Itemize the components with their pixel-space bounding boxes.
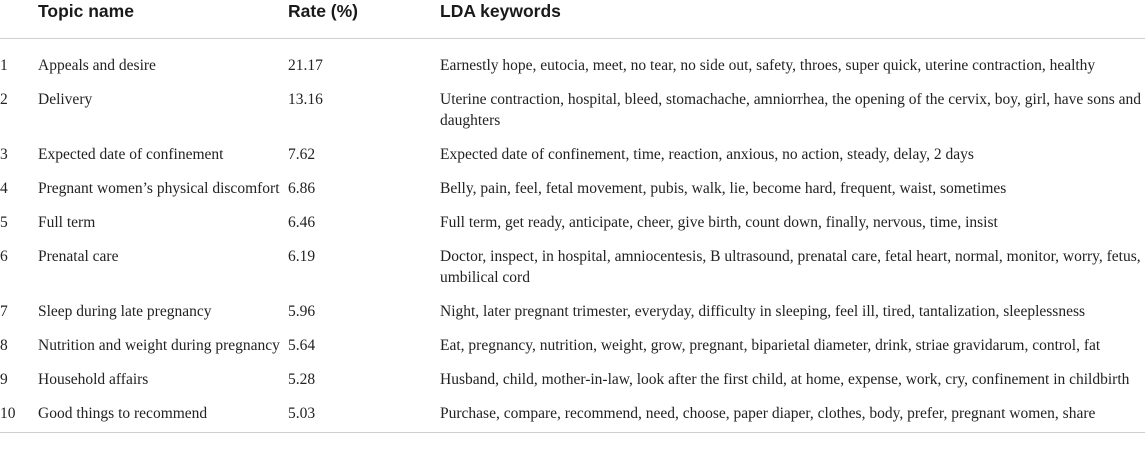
topic-name-cell: Household affairs [38, 371, 149, 388]
keywords-cell: Doctor, inspect, in hospital, amniocentesis, B ultrasound, prenatal care, fetal heart, normal, monitor, worry, fetus, umbilical cord [440, 248, 1141, 286]
table-row [0, 327, 1145, 361]
rate-cell: 5.64 [288, 337, 316, 354]
table-row [0, 136, 1145, 170]
topic-name-cell: Prenatal care [38, 248, 119, 265]
topic-name-cell: Appeals and desire [38, 57, 156, 74]
keywords-cell: Expected date of confinement, time, reaction, anxious, no action, steady, delay, 2 days [440, 146, 974, 163]
row-index: 7 [0, 303, 8, 320]
topic-name-cell: Delivery [38, 91, 93, 108]
keywords-cell: Belly, pain, feel, fetal movement, pubis, walk, lie, become hard, frequent, waist, sometimes [440, 180, 1007, 197]
table-row [0, 39, 1145, 82]
rate-cell: 7.62 [288, 146, 316, 163]
row-index: 4 [0, 180, 8, 197]
rate-cell: 5.03 [288, 395, 440, 433]
topic-name-cell: Good things to recommend [38, 395, 288, 433]
rate-cell: 13.16 [288, 91, 323, 108]
topic-name-cell: Pregnant women’s physical discomfort [38, 180, 280, 197]
table-row [0, 395, 1145, 433]
keywords-cell: Earnestly hope, eutocia, meet, no tear, no side out, safety, throes, super quick, uterine contraction, healthy [440, 57, 1096, 74]
header-lda-keywords: LDA keywords [440, 0, 1145, 39]
rate-cell: 6.86 [288, 180, 316, 197]
table-header [0, 0, 1145, 39]
header-row [0, 0, 1145, 39]
topic-name-cell: Nutrition and weight during pregnancy [38, 337, 280, 354]
rate-cell: 5.28 [288, 371, 316, 388]
table-row [0, 81, 1145, 136]
keywords-cell: Uterine contraction, hospital, bleed, stomachache, amniorrhea, the opening of the cervix, boy, girl, have sons and daughters [440, 91, 1142, 129]
keywords-cell: Full term, get ready, anticipate, cheer, give birth, count down, finally, nervous, time, insist [440, 214, 998, 231]
table-row [0, 293, 1145, 327]
row-index: 10 [0, 395, 38, 433]
topic-name-cell: Full term [38, 214, 96, 231]
row-index: 5 [0, 214, 8, 231]
keywords-cell: Night, later pregnant trimester, everyday, difficulty in sleeping, feel ill, tired, tantalization, sleeplessness [440, 303, 1086, 320]
table-row [0, 361, 1145, 395]
row-index: 1 [0, 57, 8, 74]
rate-cell: 21.17 [288, 57, 323, 74]
keywords-cell: Purchase, compare, recommend, need, choose, paper diaper, clothes, body, prefer, pregnant women, share [440, 395, 1145, 433]
row-index: 6 [0, 248, 8, 265]
table-body [0, 39, 1145, 433]
topic-name-cell: Sleep during late pregnancy [38, 303, 212, 320]
header-topic-name: Topic name [38, 0, 288, 39]
topic-name-cell: Expected date of confinement [38, 146, 224, 163]
rate-cell: 6.46 [288, 214, 316, 231]
table-row [0, 170, 1145, 204]
table-row [0, 238, 1145, 293]
row-index: 2 [0, 91, 8, 108]
row-index: 8 [0, 337, 8, 354]
keywords-cell: Husband, child, mother-in-law, look after the first child, at home, expense, work, cry, confinement in childbirth [440, 371, 1130, 388]
table-row [0, 204, 1145, 238]
rate-cell: 6.19 [288, 248, 316, 265]
header-index [0, 0, 38, 39]
rate-cell: 5.96 [288, 303, 316, 320]
header-rate: Rate (%) [288, 0, 440, 39]
row-index: 9 [0, 371, 8, 388]
keywords-cell: Eat, pregnancy, nutrition, weight, grow, pregnant, biparietal diameter, drink, striae gravidarum, control, fat [440, 337, 1101, 354]
row-index: 3 [0, 146, 8, 163]
